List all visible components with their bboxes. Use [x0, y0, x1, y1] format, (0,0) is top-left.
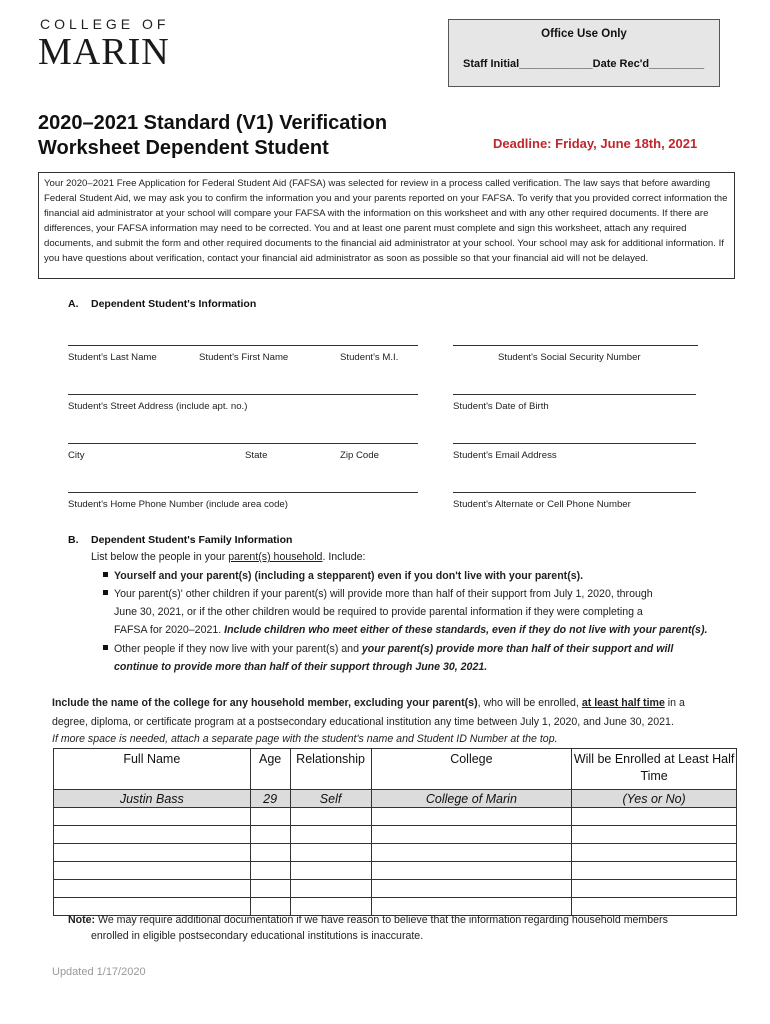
example-college: College of Marin	[371, 790, 572, 808]
bullet-3-line-2: continue to provide more than half of their support through June 30, 2021.	[114, 661, 488, 673]
table-cell[interactable]	[250, 844, 290, 862]
example-enrolled: (Yes or No)	[572, 790, 737, 808]
section-b-letter: B.	[68, 534, 79, 546]
college-instruction-line-2: degree, diploma, or certificate program at a postsecondary educational institution any time between July 1, 2020, and June 30, 2021.	[52, 716, 674, 728]
bullet-square-icon	[103, 572, 108, 577]
example-full-name: Justin Bass	[54, 790, 251, 808]
college-instruction-line-3: If more space is needed, attach a separate page with the student's name and Student ID Number at the top.	[52, 733, 558, 745]
table-header-row	[54, 749, 737, 790]
section-a-title: Dependent Student's Information	[91, 298, 257, 310]
bullet-1-text: Yourself and your parent(s) (including a stepparent) even if you don't live with your parent(s).	[114, 570, 584, 582]
bullet-2-line-1: Your parent(s)' other children if your parent(s) will provide more than half of their support from July 1, 2020, through	[114, 588, 653, 600]
list-intro-prefix: List below the people in your	[91, 551, 229, 563]
table-cell[interactable]	[54, 808, 251, 826]
bullet-3-line-1a: Other people if they now live with your parent(s) and	[114, 643, 362, 655]
name-field-line[interactable]	[68, 345, 418, 346]
note-line-2: enrolled in eligible postsecondary educational institutions is inaccurate.	[91, 930, 424, 942]
title-line-2: Worksheet Dependent Student	[38, 137, 329, 159]
table-cell[interactable]	[290, 808, 371, 826]
table-cell[interactable]	[572, 862, 737, 880]
example-relationship: Self	[290, 790, 371, 808]
table-cell[interactable]	[371, 826, 572, 844]
alt-phone-label: Student's Alternate or Cell Phone Number	[453, 499, 631, 510]
deadline: Deadline: Friday, June 18th, 2021	[493, 136, 698, 151]
logo-main-text: MARIN	[38, 31, 170, 73]
city-state-zip-line[interactable]	[68, 443, 418, 444]
table-row-example	[54, 790, 737, 808]
col-enrolled: Will be Enrolled at Least Half Time	[572, 749, 737, 790]
col-relationship: Relationship	[290, 749, 371, 790]
household-table	[53, 748, 737, 916]
street-label: Student's Street Address (include apt. no.)	[68, 401, 248, 412]
bullet-3-line-1b: your parent(s) provide more than half of their support and will	[361, 643, 674, 655]
table-row	[54, 862, 737, 880]
logo-top-text: COLLEGE OF	[40, 16, 170, 32]
state-label: State	[245, 450, 268, 461]
section-a-letter: A.	[68, 298, 79, 310]
parents-household-link: parent(s) household	[228, 551, 323, 563]
table-cell[interactable]	[290, 862, 371, 880]
table-row	[54, 844, 737, 862]
last-name-label: Student's Last Name	[68, 352, 157, 363]
email-field-line[interactable]	[453, 443, 696, 444]
zip-label: Zip Code	[340, 450, 379, 461]
table-row	[54, 808, 737, 826]
table-cell[interactable]	[371, 844, 572, 862]
college-instr-end: in a	[664, 697, 685, 709]
table-cell[interactable]	[250, 880, 290, 898]
college-instruction-line-1	[52, 697, 685, 709]
street-field-line[interactable]	[68, 394, 418, 395]
bullet-1	[103, 570, 583, 582]
bullet-square-icon	[103, 645, 108, 650]
college-instr-under: at least half time	[581, 697, 665, 709]
bullet-2	[103, 588, 653, 600]
col-full-name: Full Name	[54, 749, 251, 790]
table-cell[interactable]	[54, 844, 251, 862]
home-phone-field-line[interactable]	[68, 492, 418, 493]
title-line-1: 2020–2021 Standard (V1) Verification	[38, 112, 388, 134]
dob-field-line[interactable]	[453, 394, 696, 395]
table-cell[interactable]	[54, 826, 251, 844]
table-row	[54, 880, 737, 898]
table-cell[interactable]	[371, 808, 572, 826]
college-instr-mid: , who will be enrolled,	[477, 697, 582, 709]
page-title	[38, 111, 387, 161]
table-cell[interactable]	[572, 844, 737, 862]
table-cell[interactable]	[290, 826, 371, 844]
bullet-2-line-2: June 30, 2021, or if the other children would be required to provide parental information if they were completing a	[114, 606, 643, 618]
section-b-list-intro	[91, 551, 365, 563]
table-cell[interactable]	[371, 862, 572, 880]
col-college: College	[371, 749, 572, 790]
section-b-title: Dependent Student's Family Information	[91, 534, 293, 546]
col-age: Age	[250, 749, 290, 790]
first-name-label: Student's First Name	[199, 352, 289, 363]
table-cell[interactable]	[572, 808, 737, 826]
email-label: Student's Email Address	[453, 450, 557, 461]
alt-phone-field-line[interactable]	[453, 492, 696, 493]
home-phone-label: Student's Home Phone Number (include area code)	[68, 499, 288, 510]
bullet-3	[103, 643, 673, 655]
office-use-fields: Staff Initial____________Date Rec'd_________	[463, 58, 705, 70]
list-intro-suffix: . Include:	[322, 551, 366, 563]
table-cell[interactable]	[250, 862, 290, 880]
intro-text: Your 2020–2021 Free Application for Federal Student Aid (FAFSA) was selected for review in a process called verification. The law says that before awarding Federal Student Aid, we may ask you to confirm the information you and your parents reported on your FAFSA. To verify that you provided correct information the financial aid administrator at your school will compare your FAFSA with the information on this worksheet and with any other required documents. If there are differences, your FAFSA information may need to be corrected. You and at least one parent must complete and sign this worksheet, attach any required documents, and submit the form and other required documents to the financial aid administrator at your school. Your school may ask for additional information. If you have questions about verification, contact your financial aid administrator as soon as possible so that your financial aid will not be delayed.	[44, 178, 728, 264]
note-label: Note:	[68, 914, 96, 926]
bullet-2-line-3	[114, 624, 707, 636]
table-cell[interactable]	[572, 826, 737, 844]
note-text: We may require additional documentation if we have reason to believe that the information regarding household members	[95, 914, 668, 926]
note	[68, 912, 668, 944]
table-row	[54, 826, 737, 844]
table-cell[interactable]	[371, 880, 572, 898]
office-use-title: Office Use Only	[541, 28, 627, 40]
table-cell[interactable]	[54, 862, 251, 880]
bullet-2-line-3a: FAFSA for 2020–2021.	[114, 624, 225, 636]
ssn-field-line[interactable]	[453, 345, 698, 346]
example-age: 29	[250, 790, 290, 808]
table-cell[interactable]	[290, 880, 371, 898]
mi-label: Student's M.I.	[340, 352, 399, 363]
bullet-square-icon	[103, 590, 108, 595]
dob-label: Student's Date of Birth	[453, 401, 549, 412]
table-cell[interactable]	[572, 880, 737, 898]
table-cell[interactable]	[250, 808, 290, 826]
table-cell[interactable]	[54, 880, 251, 898]
note-line-1	[68, 912, 668, 928]
bullet-2-line-3b: Include children who meet either of these standards, even if they do not live with your parent(s).	[224, 624, 708, 636]
office-use-box	[448, 19, 720, 87]
city-label: City	[68, 450, 85, 461]
college-instr-bold: Include the name of the college for any household member, excluding your parent(s)	[52, 697, 478, 709]
table-cell[interactable]	[250, 826, 290, 844]
intro-box	[38, 172, 735, 279]
table-cell[interactable]	[290, 844, 371, 862]
ssn-label: Student's Social Security Number	[498, 352, 641, 363]
updated-date: Updated 1/17/2020	[52, 966, 146, 978]
